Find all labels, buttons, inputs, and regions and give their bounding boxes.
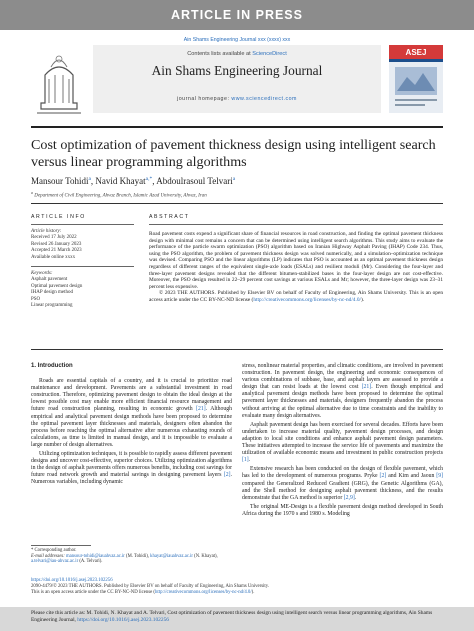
author-affil-marker[interactable]: a: [232, 176, 236, 182]
history-divider: [31, 266, 134, 267]
article-info-label: ARTICLE INFO: [31, 214, 86, 220]
paragraph-text: compared the Generalized Reduced Gradient (GRG), the Genetic Algorithms (GA), and the Shell method for designing asphalt pavement thickness, and the results demonstrate that the GA method is superior: [242, 480, 443, 501]
footnotes: [31, 548, 232, 565]
email-link[interactable]: a.telvari@iau-ahvaz.ac.ir: [31, 559, 79, 565]
reference-link[interactable]: [9]: [436, 473, 443, 480]
abstract-body: [149, 231, 443, 304]
masthead: [31, 45, 443, 124]
paragraph: [242, 466, 443, 501]
abstract-divider: [31, 349, 443, 350]
paragraph: [31, 451, 232, 486]
license-link[interactable]: http://creativecommons.org/licenses/by-nc-nd/4.0/: [253, 296, 361, 303]
contents-line: [93, 51, 381, 57]
copyright-text: © 2023 THE AUTHORS. Published by Elsevier BV on behalf of Faculty of Engineering, Ain Shams University. This is an open access article under the CC BY-NC-ND license (: [149, 290, 443, 303]
article-metadata: [31, 578, 331, 596]
journal-homepage: [93, 96, 381, 102]
license-line: [31, 590, 331, 596]
author-name: Navid Khayat: [95, 176, 146, 186]
paragraph-text: The original ME-Design is a flexible pavement design method developed in South Africa during the 1970 s and 1980 s. Modeling: [242, 503, 443, 517]
reference-link[interactable]: [2]: [379, 473, 387, 480]
paragraph-text: Utilizing optimization techniques, it is possible to rapidly assess different pavement designs and uncover cost-effective, superior choices. Utilizing optimization algorithms in the design of asphalt pavements offers numerous benefits, including cost savings for future road network growth and material savings in designing pavement layers: [31, 451, 232, 479]
keywords: [31, 271, 131, 309]
cover-text: ASEJ: [405, 48, 427, 57]
email-owner: (N. Khayat),: [192, 553, 218, 559]
journal-cover-icon[interactable]: [389, 45, 443, 113]
journal-info-box: [93, 45, 381, 113]
history-online: Available online xxxx: [31, 254, 76, 260]
paragraph-text: . Numerous variables, including dynamic: [31, 472, 232, 486]
email-addresses: [31, 554, 232, 565]
publisher-logo-icon: [31, 45, 87, 118]
author-affil-marker[interactable]: a: [88, 176, 91, 182]
email-owner: (A. Telvari).: [78, 559, 103, 565]
author-list: Mansour Tohidi$^a$, Navid Khayat$^{a,*}$, Abdoulrasoul Telvari$^a$: [31, 176, 236, 186]
author-affil-marker[interactable]: a,*: [145, 176, 153, 182]
reference-link[interactable]: [2]: [223, 472, 231, 479]
abstract-text: Road pavement costs expend a significant share of financial resources in road construction, and finding the optimal pavement thickness design with minimal cost remains a concern that can be determined using intelligent search algorithms. This study aims to evaluate the performance of the particle swarm optimization (PSO) algorithm based on Iranian Highway Asphalt Paving (IHAP) Code 234. Thus, using the PSO algorithm, the problem of pavement thickness design was solved numerically, and a simulation–optimization technique was devised. Comparing PSO and the linear algorithms (LP) indicates that PSO is accounted as an optimal pavement thickness design regardless of different ranges of the equivalent single-axle loads (ESALs) and resilient moduli (Mr). Considering the four-layer and three-layer pavement designs revealed that the different bitumen-stabilized bases in the four-layer design are not cost-effective. Moreover, the PSO design resulted in 22–29 percent cost savings at various ESALs and Mr; however, the three-layer design was 23–31 percent less expensive.: [149, 231, 443, 290]
reference-link[interactable]: [1]: [242, 457, 249, 464]
license-end: ).: [251, 590, 255, 595]
paragraph-text: Extensive research has been conducted on the design of flexible pavement, which has led to the development of numerous programs. Pryke: [242, 466, 443, 480]
body-column-left: [31, 363, 232, 489]
issn-copyright-line: 2090-4479/© 2023 THE AUTHORS. Published by Elsevier BV on behalf of Faculty of Engineering, Ain Shams University.: [31, 584, 270, 589]
abstract-copyright: [149, 290, 443, 303]
history-received: Received 17 July 2022: [31, 235, 77, 241]
abstract-label: ABSTRACT: [149, 214, 190, 220]
keyword-item: IHAP design method: [31, 290, 74, 296]
paragraph-text: .: [248, 457, 251, 464]
reference-link[interactable]: [2,9]: [343, 494, 355, 501]
journal-title: Ain Shams Engineering Journal: [151, 63, 323, 78]
license-prefix: This is an open access article under the CC BY-NC-ND license (: [31, 590, 156, 595]
email-link[interactable]: khayat@iauahvaz.ac.ir: [150, 553, 193, 559]
footnote-rule: [31, 545, 91, 546]
abstract-rule: [149, 224, 443, 225]
paragraph-text: . Although empirical and analytical pavement design methods have been proposed to determine the optimal pavement layer thicknesses and materials, designers often abandon the process before reaching the optimal alternative after numerous exhausting rounds of calculations, as time is limited in manual design, and it is impossible to evaluate a large number of design alternatives.: [31, 406, 233, 448]
paper-title: Cost optimization of pavement thickness design using intelligent search versus linear programming algorithms: [31, 137, 436, 170]
copyright-end: ).: [360, 296, 365, 303]
history-accepted: Accepted 21 March 2023: [31, 248, 82, 254]
history-heading: Article history:: [31, 229, 62, 234]
keyword-item: PSO: [31, 296, 41, 302]
email-label: E-mail addresses:: [31, 553, 65, 559]
citation-text: Please cite this article as: M. Tohidi, N. Khayat and A. Telvari, Cost optimization of pavement thickness design using intelligent search versus linear programming algorithms, Ain Shams Engineering Journal,: [31, 610, 433, 623]
body-column-right: [242, 363, 443, 520]
keyword-item: Linear programming: [31, 303, 73, 309]
paragraph-text: Asphalt pavement design has been exercised for several decades. Efforts have been undertaken to increase material quality, pavement design processes, and design adaption to local site conditions and enhance asphalt pavement design parameters. These initiatives attempted to increase the service life of pavements and maximize the utilization of available economic means and investment in public construction projects: [242, 421, 443, 457]
keywords-heading: Keywords:: [31, 271, 53, 276]
history-revised: Revised 26 January 2023: [31, 241, 82, 247]
keyword-item: Asphalt pavement: [31, 277, 68, 283]
article-in-press-banner: ARTICLE IN PRESS: [0, 0, 474, 30]
homepage-link[interactable]: www.sciencedirect.com: [231, 96, 297, 102]
section-heading: 1. Introduction: [31, 363, 73, 369]
doi-link[interactable]: https://doi.org/10.1016/j.asej.2023.102256: [31, 578, 113, 583]
header-divider: [31, 203, 443, 204]
paragraph-text: .: [354, 494, 357, 501]
reference-link[interactable]: [21]: [196, 406, 206, 413]
paragraph-text: . Even though empirical and analytical pavement design methods have been proposed to determine the optimal pavement layer thicknesses and materials, designers frequently abandon the process without arriving at the optimal alternative due to time constraints and the inability to evaluate many design alternatives.: [242, 384, 443, 419]
author-name: Abdoulrasoul Telvari: [156, 176, 233, 186]
contents-prefix: Contents lists available at: [187, 51, 253, 57]
email-link[interactable]: mansour-tohidi@iauahvaz.ac.ir: [65, 553, 125, 559]
paragraph: [242, 504, 443, 518]
paragraph-text: Roads are essential capitals of a country, and it is crucial to prioritize road maintenance and development. Pavements are a substantial investment in road construction. Therefore, optimizing pavement design to obtain the ideal design at the lowest possible cost may enable more efficient financial resource management and future road construction planning, resulting in economic growth: [31, 378, 232, 413]
article-history: [31, 229, 131, 261]
paragraph: [242, 363, 443, 420]
paragraph-text: and Kim and Jaoun: [386, 473, 437, 480]
corresponding-author-note: * Corresponding author.: [31, 548, 77, 553]
citation-box: [0, 607, 474, 631]
email-owner: (M. Tohidi),: [124, 553, 151, 559]
author-name: Mansour Tohidi: [31, 176, 89, 186]
reference-link[interactable]: [21]: [361, 384, 372, 391]
homepage-prefix: journal homepage:: [177, 96, 232, 102]
paragraph-text: stress, nonlinear material properties, and climatic conditions, are involved in pavement construction. In pavement design, the engineering and economic consequences of various combinations of subbase, base, and asphalt layers are assessed to provide a design that can resist loads at the lowest cost: [242, 363, 443, 391]
paragraph: [31, 378, 232, 449]
paragraph: [242, 422, 443, 465]
affiliation-marker: a: [31, 190, 33, 195]
citation-doi-link[interactable]: https://doi.org/10.1016/j.asej.2023.102256: [77, 617, 169, 623]
article-info-rule: [31, 224, 134, 225]
journal-reference[interactable]: Ain Shams Engineering Journal xxx (xxxx) xxx: [183, 37, 291, 43]
license-link[interactable]: http://creativecommons.org/licenses/by-nc-nd/4.0/: [155, 590, 252, 595]
affiliation-text: Department of Civil Engineering, Ahvaz Branch, Islamic Azad University, Ahvaz, Iran: [34, 193, 207, 199]
sciencedirect-link[interactable]: ScienceDirect: [252, 51, 287, 57]
affiliation: [31, 190, 443, 199]
masthead-divider: [31, 126, 443, 128]
keyword-item: Optimal pavement design: [31, 283, 83, 289]
